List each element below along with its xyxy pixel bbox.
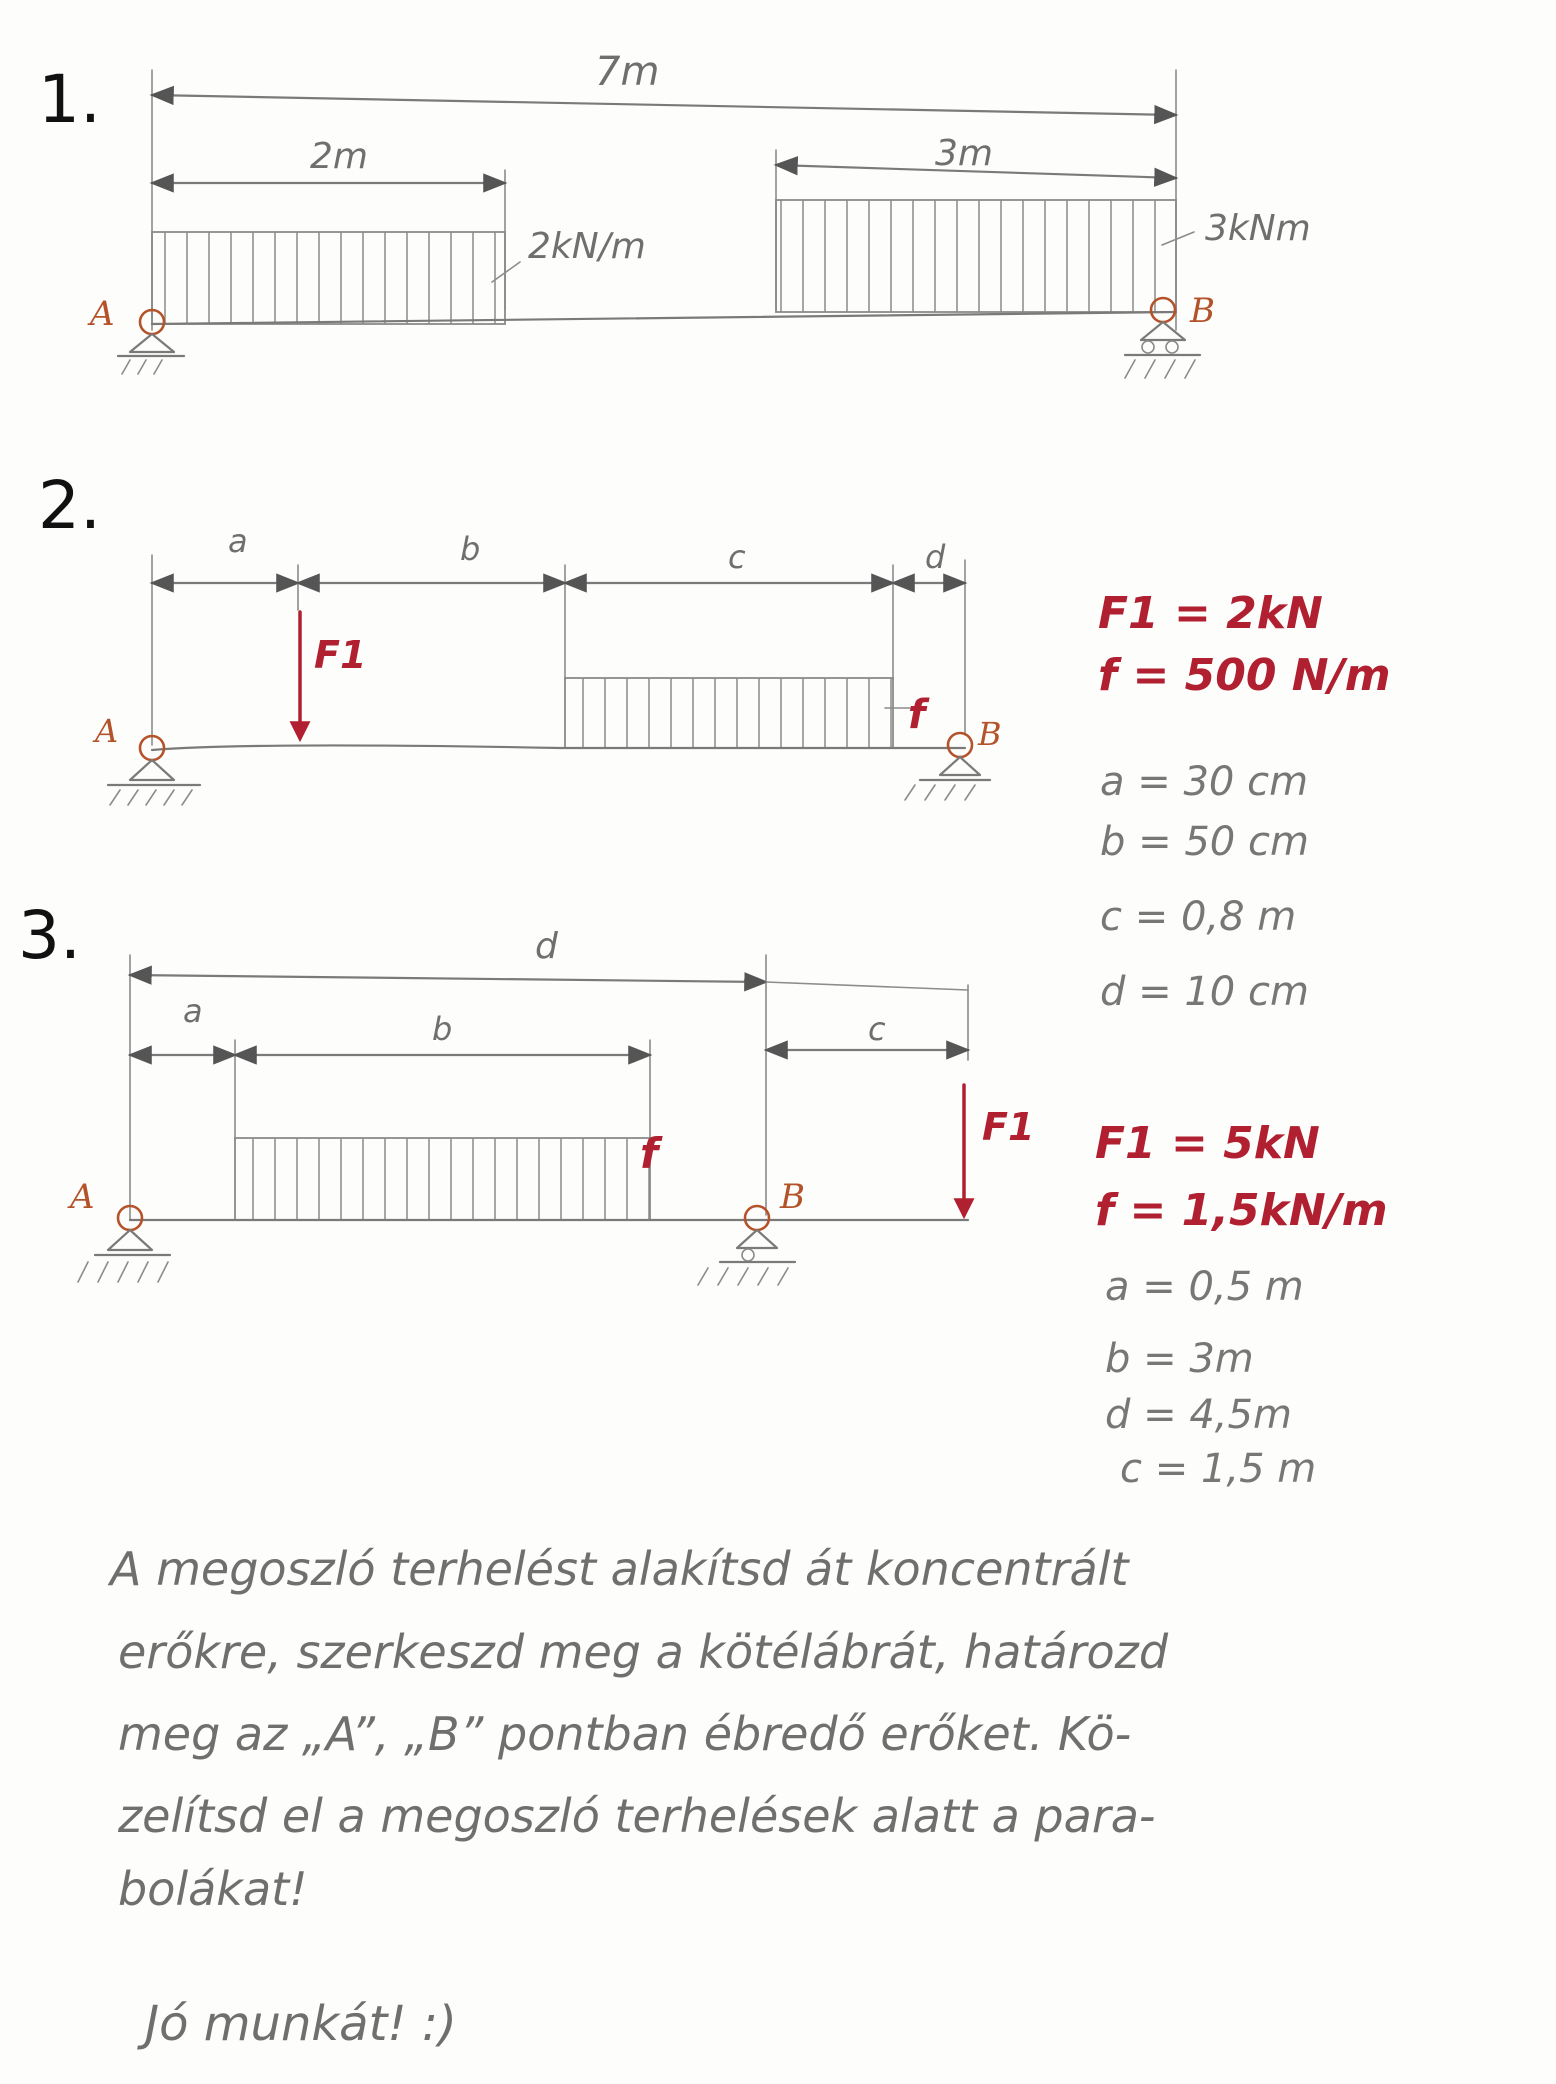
svg-text:A: A: [90, 294, 115, 334]
svg-text:B: B: [978, 715, 1002, 753]
problem-3-number: 3.: [18, 897, 81, 974]
load-label-2kn: 2kN/m: [528, 226, 646, 267]
load-label-f-3: f: [640, 1129, 659, 1178]
dim-b-2: b: [460, 530, 481, 568]
svg-text:A: A: [95, 712, 119, 750]
problem-1: [38, 49, 1311, 378]
force-label-f1-3: F1: [982, 1105, 1035, 1149]
problem-1-number: 1.: [38, 61, 101, 138]
dim-label-3m: 3m: [935, 133, 993, 174]
given-c-2: c = 0,8 m: [1100, 894, 1297, 940]
load-label-f-2: f: [908, 692, 926, 738]
distributed-load-right: [776, 200, 1176, 312]
dim-d-2: d: [925, 538, 946, 576]
load-label-3kn: 3kNm: [1205, 208, 1311, 249]
support-a-2: [92, 712, 200, 805]
given-d-2: d = 10 cm: [1100, 969, 1309, 1015]
problem-2: [38, 467, 1391, 1015]
dim-line-7m: [152, 95, 1176, 115]
distributed-load-left: [152, 232, 505, 324]
given-a-2: a = 30 cm: [1100, 759, 1309, 805]
instruction-line-1: A megoszló terhelést alakítsd át koncentrált: [110, 1542, 1129, 1596]
given-c-3: c = 1,5 m: [1120, 1446, 1317, 1492]
instructions: [107, 1542, 1169, 2052]
instruction-line-4: zelítsd el a megoszló terhelések alatt a para-: [118, 1789, 1156, 1843]
problem-2-number: 2.: [38, 467, 101, 544]
distributed-load-2: [565, 678, 893, 748]
dim-label-2m: 2m: [310, 136, 368, 177]
given-d-3: d = 4,5m: [1105, 1392, 1292, 1438]
dim-d-3: d: [535, 926, 558, 967]
instruction-line-3: meg az „A”, „B” pontban ébredő erőket. Kö-: [118, 1707, 1132, 1761]
dim-b-3: b: [432, 1010, 453, 1048]
dim-a-3: a: [183, 992, 203, 1030]
closing-note: Jó munkát! :): [145, 1996, 457, 2052]
support-a-3: [67, 1177, 170, 1282]
svg-text:A: A: [70, 1177, 95, 1217]
dim-c-2: c: [728, 538, 746, 576]
distributed-load-3: [235, 1138, 650, 1220]
dim-a-2: a: [228, 522, 248, 560]
problem-3-given-values: [1095, 1118, 1388, 1492]
instruction-line-2: erőkre, szerkeszd meg a kötélábrát, határozd: [118, 1625, 1169, 1679]
given-b-2: b = 50 cm: [1100, 819, 1309, 865]
dim-c-3: c: [868, 1010, 886, 1048]
problem-2-given-values: [1098, 588, 1391, 1015]
svg-text:B: B: [1190, 291, 1215, 331]
given-b-3: b = 3m: [1105, 1336, 1254, 1382]
support-b-3: [698, 1177, 805, 1285]
given-f-3: f = 1,5kN/m: [1095, 1185, 1388, 1236]
given-f-2: f = 500 N/m: [1098, 650, 1391, 701]
given-f1-3: F1 = 5kN: [1095, 1118, 1320, 1169]
svg-text:B: B: [780, 1177, 805, 1217]
given-a-3: a = 0,5 m: [1105, 1264, 1304, 1310]
instruction-line-5: bolákat!: [118, 1862, 308, 1916]
given-f1-2: F1 = 2kN: [1098, 588, 1323, 639]
force-label-f1-2: F1: [314, 633, 367, 677]
dim-label-7m: 7m: [595, 49, 660, 95]
